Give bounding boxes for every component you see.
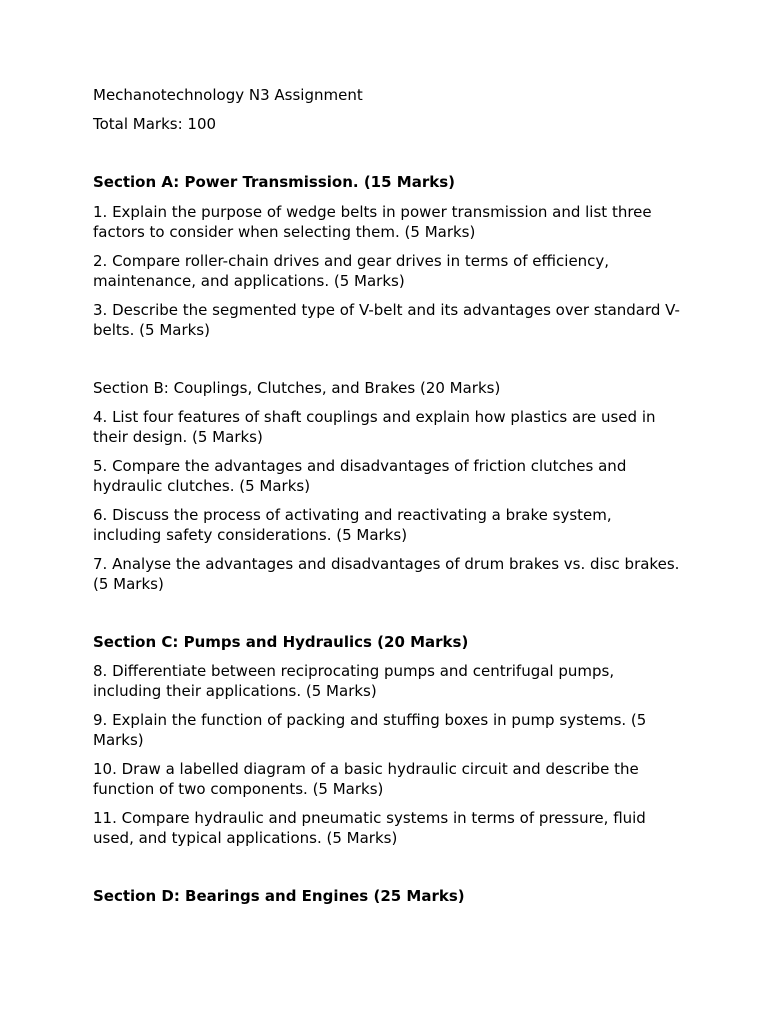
section-a-heading: Section A: Power Transmission. (15 Marks) [93,173,455,191]
question-5: 5. Compare the advantages and disadvantages of friction clutches and hydraulic clutches. (5 Marks) [93,457,627,495]
question-11: 11. Compare hydraulic and pneumatic systems in terms of pressure, fluid used, and typical applications. (5 Marks) [93,809,646,847]
section-b-heading: Section B: Couplings, Clutches, and Brakes (20 Marks) [93,379,501,397]
total-marks: Total Marks: 100 [93,115,217,133]
question-9: 9. Explain the function of packing and stuffing boxes in pump systems. (5 Marks) [93,711,647,749]
question-6: 6. Discuss the process of activating and reactivating a brake system, including safety considerations. (5 Marks) [93,506,612,544]
question-1: 1. Explain the purpose of wedge belts in power transmission and list three factors to consider when selecting them. (5 Marks) [93,203,652,241]
question-8: 8. Differentiate between reciprocating pumps and centrifugal pumps, including their applications. (5 Marks) [93,662,615,700]
question-7: 7. Analyse the advantages and disadvantages of drum brakes vs. disc brakes. (5 Marks) [93,555,680,593]
question-3: 3. Describe the segmented type of V-belt and its advantages over standard V-belts. (5 Marks) [93,301,680,339]
section-c-heading: Section C: Pumps and Hydraulics (20 Marks) [93,633,469,651]
question-4: 4. List four features of shaft couplings and explain how plastics are used in their design. (5 Marks) [93,408,656,446]
section-d-heading: Section D: Bearings and Engines (25 Marks) [93,887,465,905]
question-10: 10. Draw a labelled diagram of a basic hydraulic circuit and describe the function of two components. (5 Marks) [93,760,639,798]
question-2: 2. Compare roller-chain drives and gear drives in terms of efficiency, maintenance, and applications. (5 Marks) [93,252,610,290]
document-title: Mechanotechnology N3 Assignment [93,86,363,104]
